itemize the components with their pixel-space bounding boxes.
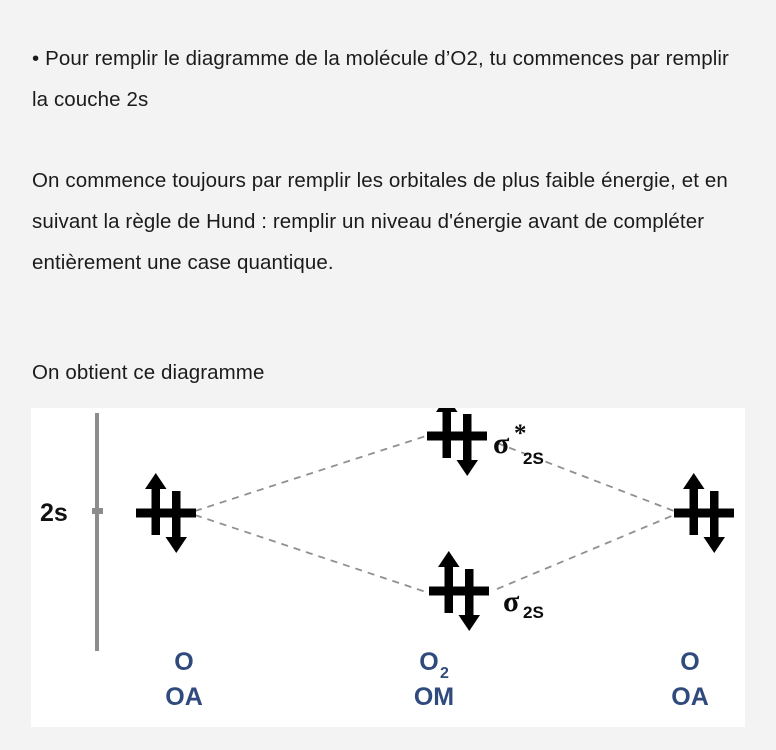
energy-axis-tick	[92, 508, 103, 514]
correlation-lines	[195, 436, 674, 592]
energy-axis	[92, 413, 103, 651]
body-paragraph: On commence toujours par remplir les orbitales de plus faible énergie, et en suivant la règle de Hund : remplir un niveau d'énergie avant de compléter entièrement une case quantique.	[32, 168, 728, 274]
center-species-subscript: 2	[440, 665, 449, 682]
mo-diagram	[31, 408, 745, 727]
correlation-line-bonding-to-right	[497, 515, 674, 589]
sigma-star-subscript: 2S	[523, 449, 544, 468]
sigma-star-2s-label	[493, 420, 544, 468]
energy-axis-label: 2s	[40, 499, 68, 527]
column-caption-right	[671, 648, 709, 711]
column-caption-center	[414, 648, 454, 711]
sigma-star-symbol: σ	[493, 427, 510, 460]
sigma-2s-label	[503, 585, 544, 622]
correlation-line-left-to-bonding	[195, 515, 426, 592]
sigma-subscript: 2S	[523, 603, 544, 622]
left-type-label: OA	[165, 683, 203, 711]
bullet-paragraph: • Pour remplir le diagramme de la molécule d’O2, tu commences par remplir la couche 2s	[32, 46, 729, 111]
column-caption-left	[165, 648, 203, 711]
right-type-label: OA	[671, 683, 709, 711]
lead-paragraph: On obtient ce diagramme	[32, 360, 265, 384]
center-type-label: OM	[413, 683, 455, 711]
center-species-label: O	[419, 648, 439, 676]
electron-pair-right-2s	[674, 473, 734, 553]
electron-pair-left-2s	[136, 473, 196, 553]
sigma-star-asterisk: *	[514, 420, 527, 447]
right-species-label: O	[680, 648, 700, 676]
electron-pair-sigma-star-2s	[427, 408, 487, 476]
sigma-symbol: σ	[503, 585, 520, 618]
correlation-line-left-to-antibonding	[195, 436, 426, 511]
left-species-label: O	[174, 648, 194, 676]
mo-diagram-card	[31, 408, 745, 727]
electron-pair-sigma-2s	[429, 551, 489, 631]
